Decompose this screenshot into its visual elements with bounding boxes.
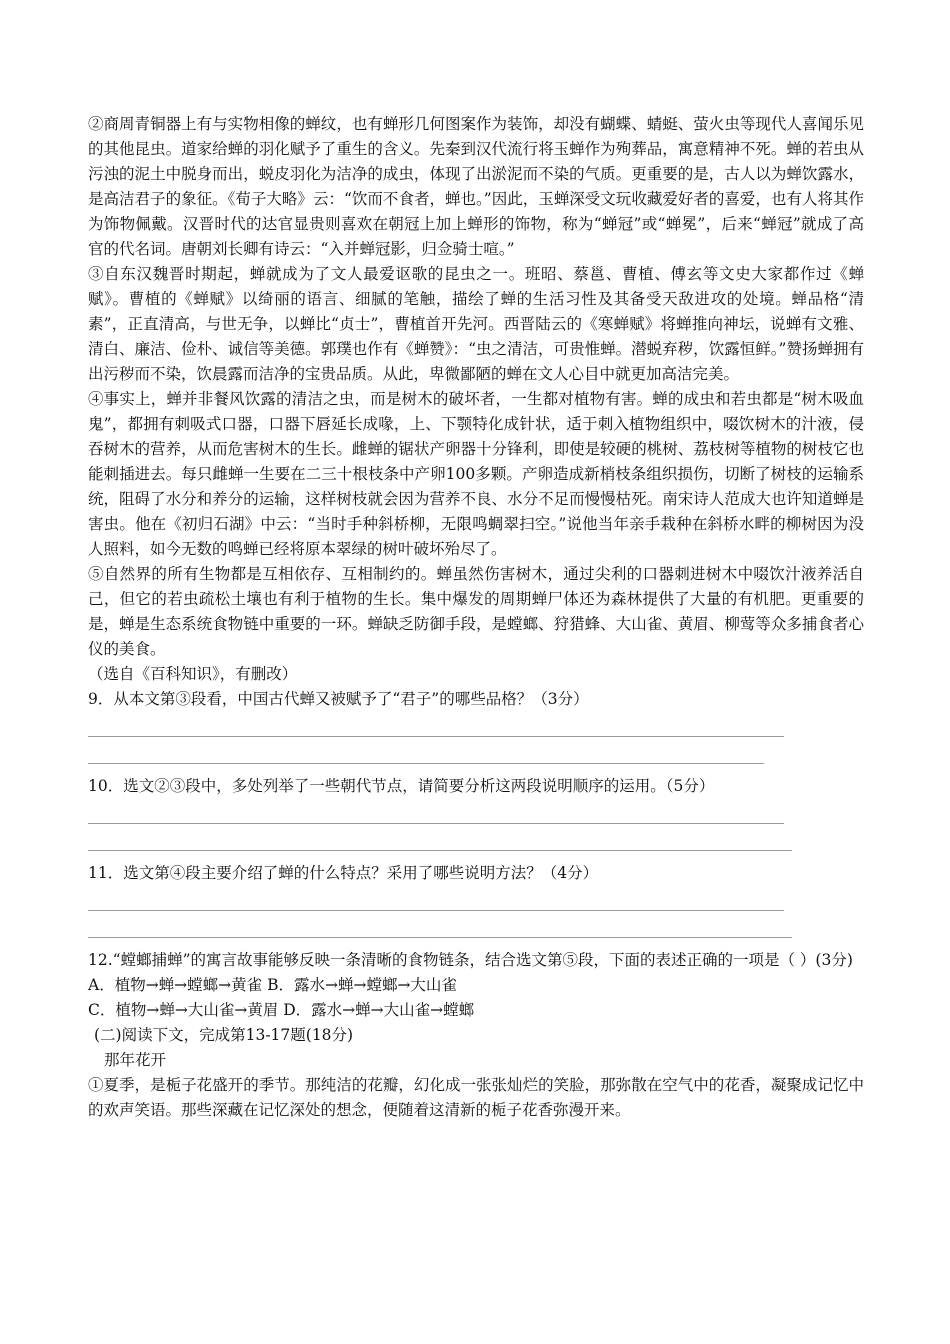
question-12-options-ab[interactable]: A．植物→蝉→螳螂→黄雀 B．露水→蝉→螳螂→大山雀 (88, 976, 457, 994)
question-9: 9．从本文第③段看，中国古代蝉又被赋予了“君子”的哪些品格？（3分） (88, 690, 589, 708)
essay-title: 那年花开 (104, 1051, 167, 1069)
answer-line[interactable] (88, 739, 764, 764)
answer-line[interactable] (88, 913, 792, 938)
question-10: 10．选文②③段中，多处列举了一些朝代节点，请简要分析这两段说明顺序的运用。（5分） (88, 777, 715, 795)
question-12: 12.“螳螂捕蝉”的寓言故事能够反映一条清晰的食物链条，结合选文第⑤段，下面的表述正确的一项是（ ）(3分) (88, 951, 853, 969)
passage-paragraph-3: ③自东汉魏晋时期起，蝉就成为了文人最爱讴歌的昆虫之一。班昭、蔡邕、曹植、傅玄等文史大家都作过《蝉赋》。曹植的《蝉赋》以绮丽的语言、细腻的笔触，描绘了蝉的生活习性及其备受天敌进攻的处境。蝉品格“清素”，正直清高，与世无争，以蝉比“贞士”，曹植首开先河。西晋陆云的《寒蝉赋》将蝉推向神坛，说蝉有文雅、清白、廉洁、俭朴、诚信等美德。郭璞也作有《蝉赞》：“虫之清洁，可贵惟蝉。潜蜕弃秽，饮露恒鲜。”赞扬蝉拥有出污秽而不染，饮晨露而洁净的宝贵品质。从此，卑微鄙陋的蝉在文人心目中就更加高洁完美。 (88, 265, 864, 383)
question-11: 11．选文第④段主要介绍了蝉的什么特点？采用了哪些说明方法？（4分） (88, 864, 599, 882)
answer-line[interactable] (88, 886, 784, 911)
essay-paragraph-1: ①夏季，是栀子花盛开的季节。那纯洁的花瓣，幻化成一张张灿烂的笑脸，那弥散在空气中的花香，凝聚成记忆中的欢声笑语。那些深藏在记忆深处的想念，便随着这清新的栀子花香弥漫开来。 (88, 1076, 864, 1119)
exam-page (88, 112, 864, 1123)
passage-paragraph-4: ④事实上，蝉并非餐风饮露的清洁之虫，而是树木的破坏者，一生都对植物有害。蝉的成虫和若虫都是“树木吸血鬼”，都拥有刺吸式口器，口器下唇延长成喙，上、下颚特化成针状，适于刺入植物组织中，啜饮树木的汁液，侵吞树木的营养，从而危害树木的生长。雌蝉的锯状产卵器十分锋利，即使是较硬的桃树、荔枝树等植物的树枝它也能刺插进去。每只雌蝉一生要在二三十根枝条中产卵100多颗。产卵造成新梢枝条组织损伤，切断了树枝的运输系统，阻碍了水分和养分的运输，这样树枝就会因为营养不良、水分不足而慢慢枯死。南宋诗人范成大也许知道蝉是害虫。他在《初归石湖》中云：“当时手种斜桥柳，无限鸣蜩翠扫空。”说他当年亲手栽种在斜桥水畔的柳树因为没人照料，如今无数的鸣蝉已经将原本翠绿的树叶破坏殆尽了。 (88, 390, 864, 558)
answer-line[interactable] (88, 712, 784, 737)
answer-line[interactable] (88, 799, 784, 824)
answer-line[interactable] (88, 826, 792, 851)
passage-source: （选自《百科知识》，有删改） (88, 665, 298, 683)
passage-paragraph-2: ②商周青铜器上有与实物相像的蝉纹，也有蝉形几何图案作为装饰，却没有蝴蝶、蜻蜓、萤火虫等现代人喜闻乐见的其他昆虫。道家给蝉的羽化赋予了重生的含义。先秦到汉代流行将玉蝉作为殉葬品，寓意精神不死。蝉的若虫从污浊的泥土中脱身而出，蜕皮羽化为洁净的成虫，体现了出淤泥而不染的气质。更重要的是，古人以为蝉饮露水，是高洁君子的象征。《荀子大略》云：“饮而不食者，蝉也。”因此，玉蝉深受文玩收藏爱好者的喜爱，也有人将其作为饰物佩戴。汉晋时代的达官显贵则喜欢在朝冠上加上蝉形的饰物，称为“蝉冠”或“蝉冕”，后来“蝉冠”就成了高官的代名词。唐朝刘长卿有诗云：“入并蝉冠影，归佥骑士喧。” (88, 115, 864, 258)
section-heading: (二)阅读下文，完成第13-17题(18分) (94, 1026, 354, 1044)
passage-paragraph-5: ⑤自然界的所有生物都是互相依存、互相制约的。蝉虽然伤害树木，通过尖利的口器刺进树木中啜饮汁液养活自己，但它的若虫疏松土壤也有利于植物的生长。集中爆发的周期蝉尸体还为森林提供了大量的有机肥。更重要的是，蝉是生态系统食物链中重要的一环。蝉缺乏防御手段，是螳螂、狩猎蜂、大山雀、黄眉、柳莺等众多捕食者心仪的美食。 (88, 565, 864, 658)
question-12-options-cd[interactable]: C．植物→蝉→大山雀→黄眉 D．露水→蝉→大山雀→螳螂 (88, 1001, 475, 1019)
